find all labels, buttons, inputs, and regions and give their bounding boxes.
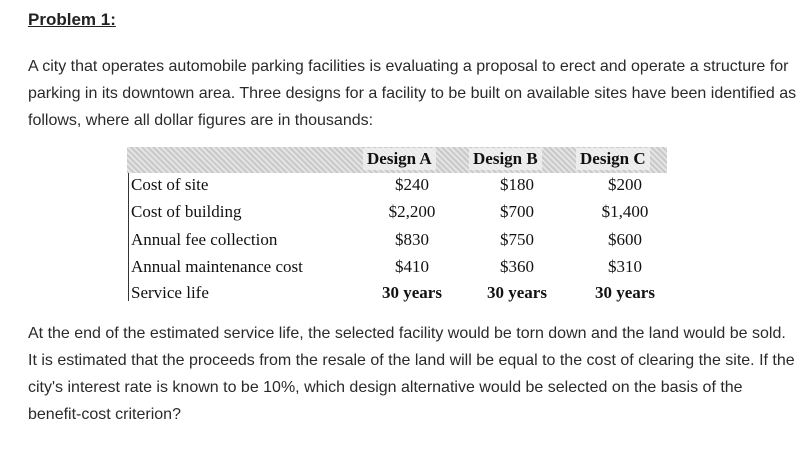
cell-design-c: $600 bbox=[608, 230, 642, 249]
table-row-service-life bbox=[127, 281, 667, 308]
cell-design-b: $700 bbox=[500, 202, 534, 221]
table-row-annual-fee-collection bbox=[127, 228, 667, 255]
cell-design-b: $360 bbox=[500, 257, 534, 276]
cell-design-b: $180 bbox=[500, 175, 534, 194]
row-label: Cost of site bbox=[131, 175, 209, 194]
table-row-cost-of-building bbox=[127, 200, 667, 227]
row-label: Annual maintenance cost bbox=[131, 257, 303, 276]
header-design-c: Design C bbox=[576, 148, 650, 170]
cell-design-a: $830 bbox=[395, 230, 429, 249]
table-row-cost-of-site bbox=[127, 173, 667, 200]
cell-design-a: $410 bbox=[395, 257, 429, 276]
row-label: Annual fee collection bbox=[131, 230, 278, 249]
row-label: Service life bbox=[131, 283, 209, 302]
cell-design-c: $200 bbox=[608, 175, 642, 194]
cell-design-b: 30 years bbox=[487, 283, 547, 302]
cell-design-c: $310 bbox=[608, 257, 642, 276]
table-row-annual-maintenance-cost bbox=[127, 255, 667, 282]
cell-design-c: $1,400 bbox=[601, 202, 649, 221]
header-design-b: Design B bbox=[469, 148, 542, 170]
header-design-a: Design A bbox=[363, 148, 436, 170]
row-label: Cost of building bbox=[131, 202, 242, 221]
cell-design-a: $2,200 bbox=[388, 202, 436, 221]
cell-design-a: 30 years bbox=[382, 283, 442, 302]
problem-title: Problem 1: bbox=[28, 10, 116, 29]
intro-paragraph: A city that operates automobile parking facilities is evaluating a proposal to erect and operate a structure for parking in its downtown area. Three designs for a facility to be built on available sites have been identified as follows, where all dollar figures are in thousands: bbox=[28, 58, 797, 129]
cell-design-c: 30 years bbox=[595, 283, 655, 302]
cell-design-b: $750 bbox=[500, 230, 534, 249]
question-paragraph: At the end of the estimated service life, the selected facility would be torn down and the land would be sold. It is estimated that the proceeds from the resale of the land will be equal to the cost of clearing the site. If the city's interest rate is known to be 10%, which design alternative would be selected on the basis of the benefit-cost criterion? bbox=[28, 325, 795, 423]
cell-design-a: $240 bbox=[395, 175, 429, 194]
design-table bbox=[127, 147, 667, 307]
